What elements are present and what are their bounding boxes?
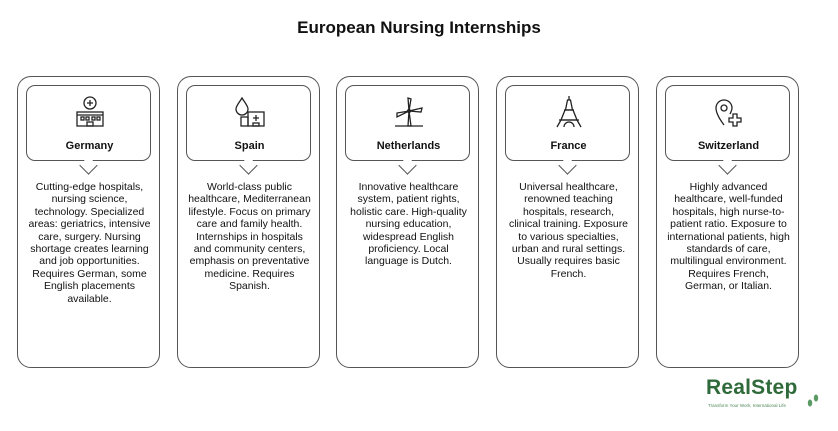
country-description: Highly advanced healthcare, well-funded hospitals, high nurse-to-patient ratio. Exposure to international patients, high standards of care, multilingual environment. Requires French, German, or Italian. <box>667 181 790 293</box>
country-description: World-class public healthcare, Mediterranean lifestyle. Focus on primary care and family health. Internships in hospitals and community centers, emphasis on preventative medicine. Requires Spanish. <box>188 181 311 293</box>
country-card-netherlands <box>336 76 479 368</box>
country-name: Netherlands <box>376 140 441 152</box>
country-description: Innovative healthcare system, patient rights, holistic care. High-quality nursing education, widespread English proficiency. Local language is Dutch. <box>350 181 467 268</box>
country-header <box>345 85 470 161</box>
hospital-icon <box>73 95 107 129</box>
country-description: Universal healthcare, renowned teaching hospitals, research, clinical training. Exposure to various specialties, urban and rural settings. Usually requires basic French. <box>508 181 629 280</box>
country-name: Spain <box>234 140 265 152</box>
country-name: France <box>550 140 587 152</box>
country-card-france <box>496 76 639 368</box>
logo-text: RealStep <box>706 376 798 399</box>
realstep-logo <box>706 376 821 416</box>
country-name: Germany <box>65 140 114 152</box>
blood-drop-clinic-icon <box>233 95 267 129</box>
country-card-switzerland <box>656 76 799 368</box>
country-header <box>26 85 151 161</box>
country-description: Cutting-edge hospitals, nursing science, technology. Specialized areas: geriatrics, intensive care, surgery. Nursing shortage creates learning and job opportunities. Requires German, some English placements available. <box>28 181 151 305</box>
logo-tagline: Transform Your Work, International Life <box>708 403 787 408</box>
location-medical-icon <box>712 95 746 129</box>
country-header <box>665 85 790 161</box>
windmill-icon <box>392 95 426 129</box>
footprints-icon <box>806 392 820 410</box>
country-name: Switzerland <box>697 140 760 152</box>
country-card-germany <box>17 76 160 368</box>
page-title: European Nursing Internships <box>297 18 541 37</box>
eiffel-tower-icon <box>552 95 586 129</box>
country-header <box>505 85 630 161</box>
country-header <box>186 85 311 161</box>
country-card-spain <box>177 76 320 368</box>
